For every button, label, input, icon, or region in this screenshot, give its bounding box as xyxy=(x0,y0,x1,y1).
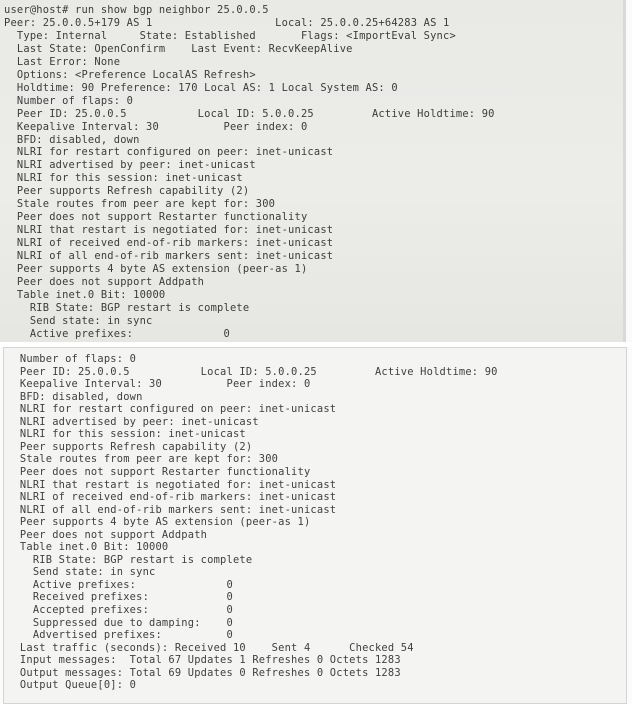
terminal-line: NLRI of all end-of-rib markers sent: inet-unicast xyxy=(4,250,334,263)
terminal-line: Peer does not support Restarter functionality xyxy=(7,465,311,478)
command-prompt-line: user@host# run show bgp neighbor 25.0.0.5 xyxy=(4,4,269,16)
terminal-line: NLRI that restart is negotiated for: inet-unicast xyxy=(7,478,337,491)
terminal-line: Table inet.0 Bit: 10000 xyxy=(7,541,169,554)
terminal-line: NLRI for restart configured on peer: inet-unicast xyxy=(4,146,334,159)
terminal-line: Input messages: Total 67 Updates 1 Refreshes 0 Octets 1283 xyxy=(7,654,401,667)
terminal-line: Active prefixes: 0 xyxy=(4,327,230,340)
terminal-line: Last Error: None xyxy=(4,55,121,68)
terminal-line: Number of flaps: 0 xyxy=(7,353,137,365)
terminal-line: Active prefixes: 0 xyxy=(7,578,233,591)
terminal-line: BFD: disabled, down xyxy=(4,133,140,146)
terminal-line: NLRI that restart is negotiated for: inet-unicast xyxy=(4,224,334,237)
terminal-line: Peer supports 4 byte AS extension (peer-as 1) xyxy=(4,263,308,275)
terminal-line: Peer ID: 25.0.0.5 Local ID: 5.0.0.25 Active Holdtime: 90 xyxy=(4,107,495,120)
terminal-line: Output Queue[0]: 0 xyxy=(7,679,137,692)
terminal-line: Peer does not support Restarter functionality xyxy=(4,211,308,224)
terminal-line: NLRI advertised by peer: inet-unicast xyxy=(7,415,259,428)
terminal-panel-bottom xyxy=(3,347,627,704)
terminal-line: NLRI advertised by peer: inet-unicast xyxy=(4,159,256,172)
terminal-line: Peer supports Refresh capability (2) xyxy=(7,440,253,453)
terminal-line: Keepalive Interval: 30 Peer index: 0 xyxy=(7,378,311,391)
terminal-line: Peer: 25.0.0.5+179 AS 1 Local: 25.0.0.25+64283 AS 1 xyxy=(4,16,450,29)
terminal-line: BFD: disabled, down xyxy=(7,390,143,403)
terminal-line: NLRI of all end-of-rib markers sent: inet-unicast xyxy=(7,503,337,516)
terminal-line: NLRI for restart configured on peer: inet-unicast xyxy=(7,403,337,416)
terminal-line: Peer supports 4 byte AS extension (peer-as 1) xyxy=(7,516,311,529)
terminal-panel-top xyxy=(0,0,626,342)
terminal-line: RIB State: BGP restart is complete xyxy=(7,553,253,566)
terminal-line: Advertised prefixes: 0 xyxy=(7,629,233,642)
terminal-line: Send state: in sync xyxy=(4,314,153,327)
terminal-line: Peer does not support Addpath xyxy=(4,275,205,288)
terminal-line: Last State: OpenConfirm Last Event: RecvKeepAlive xyxy=(4,42,353,55)
terminal-line: Type: Internal State: Established Flags: <ImportEval Sync> xyxy=(4,29,456,42)
terminal-line: Peer does not support Addpath xyxy=(7,528,208,541)
terminal-line: Table inet.0 Bit: 10000 xyxy=(4,288,166,301)
terminal-line: NLRI of received end-of-rib markers: inet-unicast xyxy=(4,237,334,250)
terminal-line: Stale routes from peer are kept for: 300 xyxy=(4,198,276,211)
terminal-line: Accepted prefixes: 0 xyxy=(7,604,233,616)
terminal-line: NLRI for this session: inet-unicast xyxy=(7,428,246,441)
terminal-line: Keepalive Interval: 30 Peer index: 0 xyxy=(4,120,308,133)
terminal-line: Number of flaps: 0 xyxy=(4,94,134,107)
terminal-line: Options: <Preference LocalAS Refresh> xyxy=(4,68,256,81)
terminal-line: Peer supports Refresh capability (2) xyxy=(4,185,250,198)
terminal-line: Stale routes from peer are kept for: 300 xyxy=(7,453,279,466)
terminal-line: Holdtime: 90 Preference: 170 Local AS: 1 Local System AS: 0 xyxy=(4,81,398,94)
terminal-line: Suppressed due to damping: 0 xyxy=(7,616,233,629)
terminal-line: Received prefixes: 0 xyxy=(7,591,233,604)
terminal-line: Peer ID: 25.0.0.5 Local ID: 5.0.0.25 Active Holdtime: 90 xyxy=(7,365,498,378)
terminal-line: NLRI for this session: inet-unicast xyxy=(4,172,243,185)
terminal-line: NLRI of received end-of-rib markers: inet-unicast xyxy=(7,491,337,504)
terminal-line: Last traffic (seconds): Received 10 Sent 4 Checked 54 xyxy=(7,641,414,654)
terminal-line: Output messages: Total 69 Updates 0 Refreshes 0 Octets 1283 xyxy=(7,666,401,679)
terminal-line: RIB State: BGP restart is complete xyxy=(4,301,250,314)
terminal-line: Send state: in sync xyxy=(7,566,156,579)
